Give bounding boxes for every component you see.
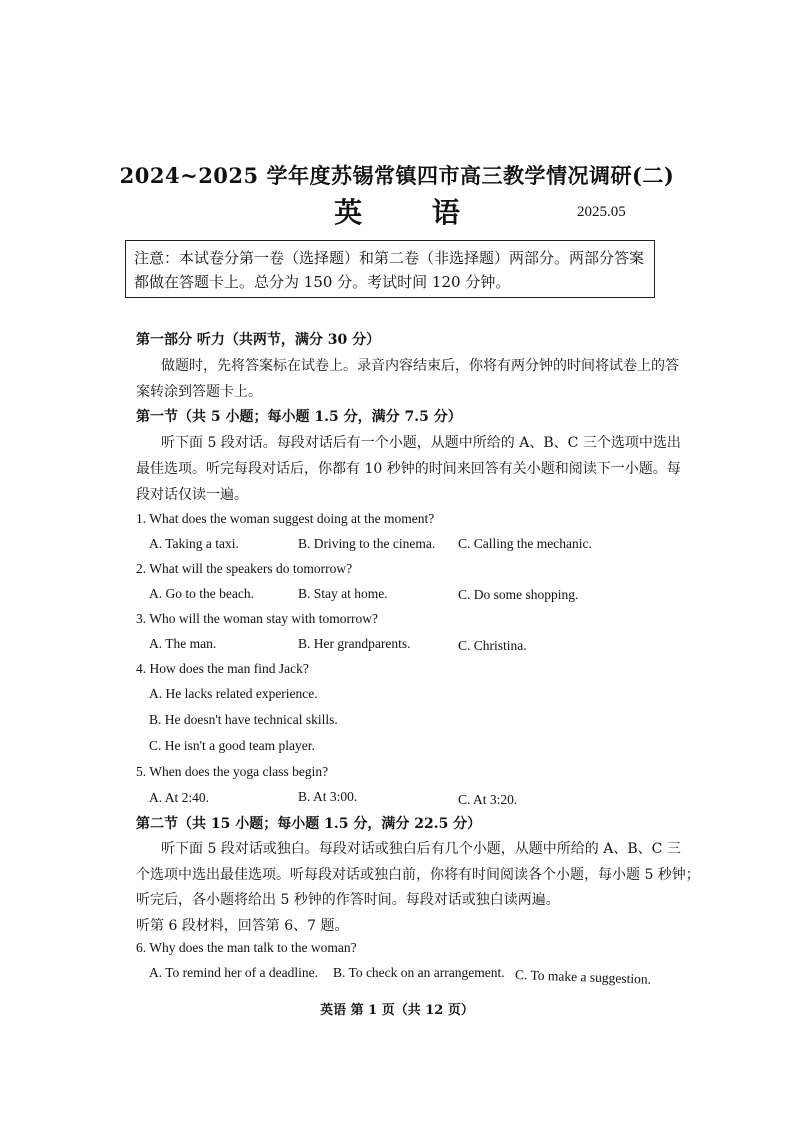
q3-option-c: C. Christina.	[458, 638, 527, 653]
q4-stem: 4. How does the man find Jack?	[136, 661, 309, 676]
section1-intro-line3: 段对话仅读一遍。	[136, 487, 248, 503]
q5-option-b: B. At 3:00.	[298, 789, 358, 804]
exam-date: 2025.05	[577, 204, 626, 220]
exam-title: 2024~2025 学年度苏锡常镇四市高三教学情况调研(二)	[119, 163, 675, 188]
q4-option-c: C. He isn't a good team player.	[149, 738, 315, 753]
section1-heading: 第一节（共 5 小题；每小题 1.5 分，满分 7.5 分）	[136, 409, 462, 425]
q3-option-a: A. The man.	[149, 636, 217, 651]
part1-intro-line1: 做题时，先将答案标在试卷上。录音内容结束后，你将有两分钟的时间将试卷上的答	[161, 358, 679, 374]
q2-option-b: B. Stay at home.	[298, 586, 388, 601]
q4-option-b: B. He doesn't have technical skills.	[149, 712, 338, 727]
q2-option-a: A. Go to the beach.	[149, 586, 254, 601]
q3-stem: 3. Who will the woman stay with tomorrow?	[136, 611, 378, 626]
q5-option-a: A. At 2:40.	[149, 790, 210, 805]
q6-option-a: A. To remind her of a deadline.	[149, 965, 319, 980]
section2-intro-line2: 个选项中选出最佳选项。听每段对话或独白前，你将有时间阅读各个小题，每小题 5 秒钟；	[136, 867, 700, 883]
q2-stem: 2. What will the speakers do tomorrow?	[136, 561, 353, 576]
q5-option-c: C. At 3:20.	[458, 792, 518, 807]
section2-intro-line3: 听完后，各小题将给出 5 秒钟的作答时间。每段对话或独白读两遍。	[136, 892, 560, 908]
notice-box: 注意：本试卷分第一卷（选择题）和第二卷（非选择题）两部分。两部分答案都做在答题卡上。总分为 150 分。考试时间 120 分钟。	[125, 240, 655, 298]
q1-option-b: B. Driving to the cinema.	[298, 536, 436, 551]
section2-heading: 第二节（共 15 小题；每小题 1.5 分，满分 22.5 分）	[136, 816, 482, 832]
section1-intro-line1: 听下面 5 段对话。每段对话后有一个小题，从题中所给的 A、B、C 三个选项中选出	[161, 435, 681, 451]
section1-intro-line2: 最佳选项。听完每段对话后，你都有 10 秒钟的时间来回答有关小题和阅读下一小题。每	[136, 461, 681, 477]
q6-stem: 6. Why does the man talk to the woman?	[136, 940, 357, 955]
q2-option-c: C. Do some shopping.	[458, 587, 579, 602]
q5-stem: 5. When does the yoga class begin?	[136, 764, 329, 779]
part1-heading: 第一部分 听力（共两节，满分 30 分）	[136, 332, 381, 348]
q6-option-b: B. To check on an arrangement.	[333, 965, 505, 980]
q6-option-c: C. To make a suggestion.	[514, 967, 652, 987]
page-footer: 英语 第 1 页（共 12 页）	[320, 1003, 474, 1018]
material6-instruction: 听第 6 段材料，回答第 6、7 题。	[136, 918, 349, 934]
q3-option-b: B. Her grandparents.	[298, 636, 411, 651]
q1-stem: 1. What does the woman suggest doing at the moment?	[136, 511, 435, 526]
subject-title: 英 语	[334, 196, 490, 229]
part1-intro-line2: 案转涂到答题卡上。	[136, 384, 262, 400]
q1-option-a: A. Taking a taxi.	[149, 536, 239, 551]
q1-option-c: C. Calling the mechanic.	[458, 536, 592, 551]
section2-intro-line1: 听下面 5 段对话或独白。每段对话或独白后有几个小题，从题中所给的 A、B、C 三	[161, 841, 681, 857]
q4-option-a: A. He lacks related experience.	[149, 686, 318, 701]
